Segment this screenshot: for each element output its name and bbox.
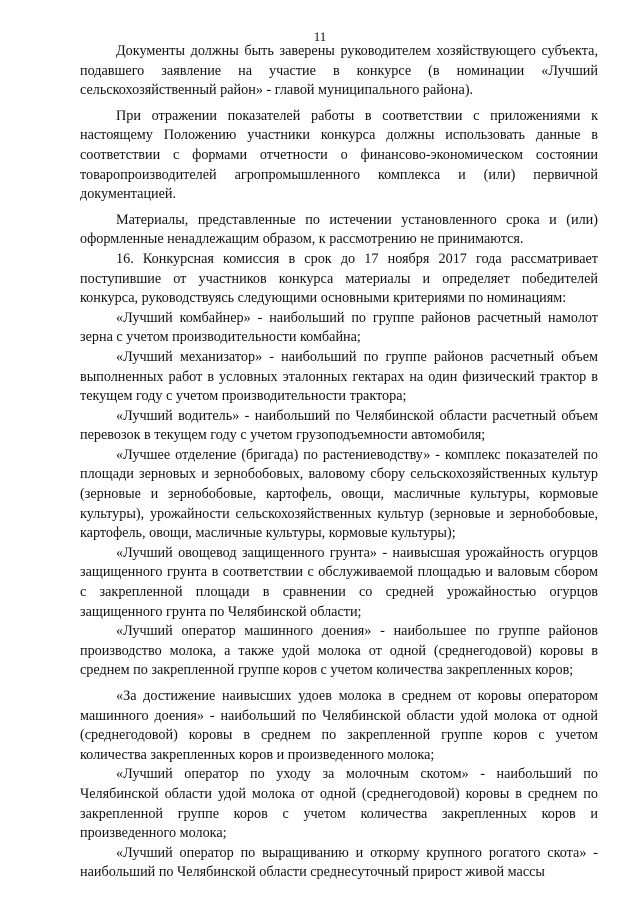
paragraph-nomination-greenhouse-grower: «Лучший овощевод защищенного грунта» - наивысшая урожайность огурцов защищенного грунта в соответствии с обслуживаемой площадью и валовым сбором с закрепленной площади в сравнении со средней урожайностью огурцов защищенного грунта по Челябинской области; [80, 544, 598, 620]
page-number: 11 [313, 29, 327, 44]
paragraph-nomination-machine-operator: «Лучший механизатор» - наибольший по группе районов расчетный объем выполненных работ в условных эталонных гектарах на один физический трактор в текущем году с учетом производительности трактора; [80, 348, 598, 405]
document-body [80, 42, 598, 883]
paragraph-nomination-milking-operator: «Лучший оператор машинного доения» - наибольшее по группе районов производство молока, а также удой молока от одной (среднегодовой) коровы в среднем по закрепленной группе коров с учетом количества закрепленных коров; [80, 623, 598, 679]
paragraph-documents-certification: Документы должны быть заверены руководителем хозяйствующего субъекта, подавшего заявление на участие в конкурсе (в номинации «Лучший сельскохозяйственный район» - главой муниципального района). [80, 43, 598, 99]
paragraph-commission-criteria: 16. Конкурсная комиссия в срок до 17 ноября 2017 года рассматривает поступившие от участников конкурса материалы и определяет победителей конкурса, руководствуясь следующими основными критериями по номинациям: [80, 250, 598, 307]
paragraph-nomination-highest-yields: «За достижение наивысших удоев молока в среднем от коровы оператором машинного доения» - наибольший по Челябинской области удой молока от одной (среднегодовой) коровы в среднем по закрепленной группе коров с учетом количества закрепленных коров и произведенного молока; [80, 688, 598, 763]
paragraph-nomination-crop-brigade: «Лучшее отделение (бригада) по растениеводству» - комплекс показателей по площади зерновых и зернобобовых, валовому сбору сельскохозяйственных культур (зерновые и зернобобовые, картофель, овощи, масличные культуры, кормовые культуры), урожайности сельскохозяйственных культур (зерновые и зернобобовые, картофель, овощи, масличные культуры, кормовые культуры); [80, 446, 598, 542]
paragraph-nomination-driver: «Лучший водитель» - наибольший по Челябинской области расчетный объем перевозок в текущем году с учетом грузоподъемности автомобиля; [80, 407, 598, 444]
paragraph-nomination-combine-operator: «Лучший комбайнер» - наибольший по группе районов расчетный намолот зерна с учетом производительности комбайна; [80, 309, 598, 346]
paragraph-nomination-dairy-care: «Лучший оператор по уходу за молочным скотом» - наибольший по Челябинской области удой молока от одной (среднегодовой) коровы в среднем по закрепленной группе коров с учетом количества закрепленных коров и произведенного молока; [80, 766, 598, 842]
paragraph-reporting-data: При отражении показателей работы в соответствии с приложениями к настоящему Положению участники конкурса должны использовать данные в соответствии с формами отчетности о финансово-экономическом состоянии товаропроизводителей агропромышленного комплекса и (или) первичной документацией. [80, 107, 598, 203]
paragraph-late-materials: Материалы, представленные по истечении установленного срока и (или) оформленные ненадлежащим образом, к рассмотрению не принимаются. [80, 211, 598, 248]
paragraph-nomination-cattle-fattening: «Лучший оператор по выращиванию и откорму крупного рогатого скота» - наибольший по Челябинской области среднесуточный прирост живой массы [80, 844, 598, 881]
